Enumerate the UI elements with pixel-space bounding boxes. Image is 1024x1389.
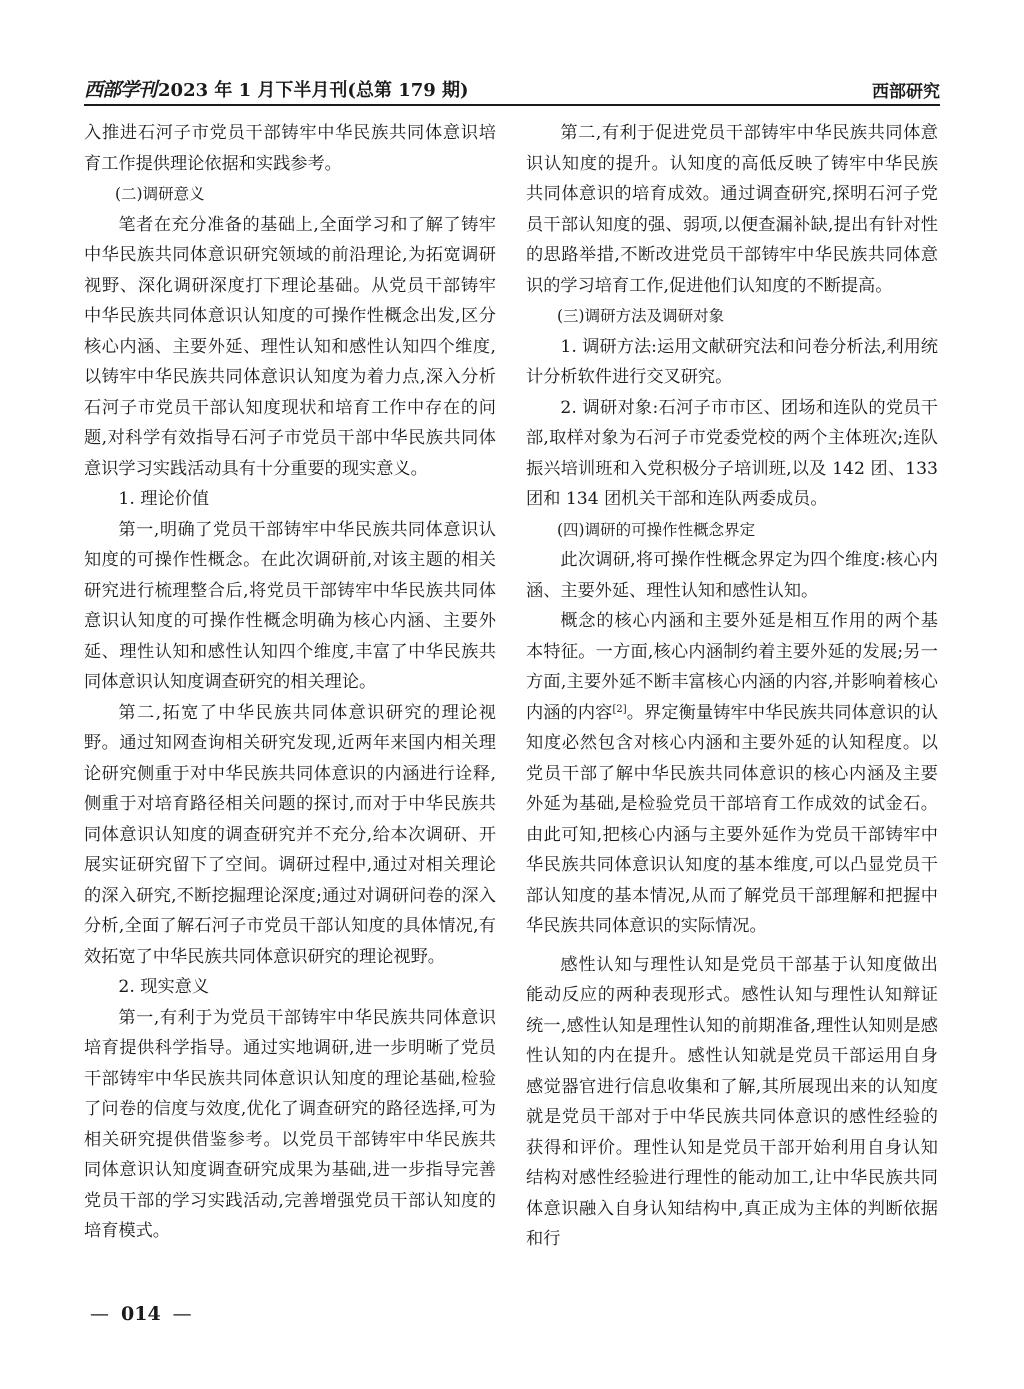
citation-ref: [2] — [612, 703, 627, 715]
paragraph: 入推进石河子市党员干部铸牢中华民族共同体意识培育工作提供理论依据和实践参考。 — [84, 123, 496, 174]
journal-logo: 西部学刊 — [84, 79, 157, 101]
section-title: 西部研究 — [872, 82, 940, 102]
paragraph: 1. 调研方法:运用文献研究法和问卷分析法,利用统计分析软件进行交叉研究。 — [526, 336, 938, 387]
paragraph: 此次调研,将可操作性概念界定为四个维度:核心内涵、主要外延、理性认知和感性认知。 — [526, 550, 938, 601]
paragraph: 笔者在充分准备的基础上,全面学习和了解了铸牢中华民族共同体意识研究领域的前沿理论,为拓宽调研视野、深化调研深度打下理论基础。从党员干部铸牢中华民族共同体意识认知度的可操作性概念出发,区分核心内涵、主要外延、理性认知和感性认知四个维度,以铸牢中华民族共同体意识认知度为着力点,深入分析石河子市党员干部认知度现状和培育工作中存在的问题,对科学有效指导石河子市党员干部中华民族共同体意识学习实践活动具有十分重要的现实意义。 — [84, 214, 496, 479]
paragraph-text: 概念的核心内涵和主要外延是相互作用的两个基本特征。一方面,核心内涵制约着主要外延的发展;另一方面,主要外延不断丰富核心内涵的内容,并影响着核心内涵的内容 — [526, 611, 938, 723]
paragraph: 第二,有利于促进党员干部铸牢中华民族共同体意识认知度的提升。认知度的高低反映了铸牢中华民族共同体意识的培育成效。通过调查研究,探明石河子党员干部认知度的强、弱项,以便查漏补缺,提出有针对性的思路举措,不断改进党员干部铸牢中华民族共同体意识的学习培育工作,促进他们认知度的不断提高。 — [526, 123, 938, 296]
section-heading: (二)调研意义 — [115, 185, 205, 203]
folio-dash: — — [172, 1303, 192, 1325]
paragraph: 感性认知与理性认知是党员干部基于认知度做出能动反应的两种表现形式。感性认知与理性认知辩证统一,感性认知是理性认知的前期准备,理性认知则是感性认知的内在提升。感性认知就是党员干部运用自身感觉器官进行信息收集和了解,其所展现出来的认知度就是党员干部对于中华民族共同体意识的感性经验的获得和评价。理性认知是党员干部开始利用自身认知结构对感性经验进行理性的能动加工,让中华民族共同体意识融入自身认知结构中,真正成为主体的判断依据和行 — [526, 954, 938, 1249]
section-heading: (三)调研方法及调研对象 — [557, 307, 725, 325]
paragraph: 第二,拓宽了中华民族共同体意识研究的理论视野。通过知网查询相关研究发现,近两年来国内相关理论研究侧重于对中华民族共同体意识的内涵进行诠释,侧重于对培育路径相关问题的探讨,而对于中华民族共同体意识认知度的调查研究并不充分,给本次调研、开展实证研究留下了空间。调研过程中,通过对相关理论的深入研究,不断挖掘理论深度;通过对调研问卷的深入分析,全面了解石河子市党员干部认知度的具体情况,有效拓宽了中华民族共同体意识研究的理论视野。 — [84, 702, 496, 967]
section-heading: (四)调研的可操作性概念界定 — [557, 520, 756, 539]
left-column — [84, 118, 496, 1247]
subsection-heading: 1. 理论价值 — [118, 489, 210, 509]
subsection-heading: 2. 现实意义 — [118, 977, 210, 997]
page-number: 014 — [121, 1303, 161, 1325]
paragraph — [526, 606, 938, 942]
paragraph: 2. 调研对象:石河子市市区、团场和连队的党员干部,取样对象为石河子市党委党校的两个主体班次;连队振兴培训班和入党积极分子培训班,以及 142 团、133 团和 134 团机关干部和连队两委成员。 — [526, 397, 938, 509]
paragraph: 第一,明确了党员干部铸牢中华民族共同体意识认知度的可操作性概念。在此次调研前,对该主题的相关研究进行梳理整合后,将党员干部铸牢中华民族共同体意识认知度的可操作性概念明确为核心内涵、主要外延、理性认知和感性认知四个维度,丰富了中华民族共同体意识认知度调查研究的相关理论。 — [84, 519, 496, 692]
running-header — [84, 72, 940, 102]
paragraph-text: 。界定衡量铸牢中华民族共同体意识的认知度必然包含对核心内涵和主要外延的认知程度。以党员干部了解中华民族共同体意识的核心内涵及主要外延为基础,是检验党员干部培育工作成效的试金石。由此可知,把核心内涵与主要外延作为党员干部铸牢中华民族共同体意识认知度的基本维度,可以凸显党员干部认知度的基本情况,从而了解党员干部理解和把握中华民族共同体意识的实际情况。 — [526, 702, 938, 936]
right-column — [526, 118, 938, 1255]
folio-dash: — — [90, 1303, 109, 1325]
page-folio — [90, 1303, 192, 1325]
header-rule — [84, 104, 940, 106]
issue-info: 2023 年 1 月下半月刊(总第 179 期) — [158, 80, 469, 101]
paragraph: 第一,有利于为党员干部铸牢中华民族共同体意识培育提供科学指导。通过实地调研,进一步明晰了党员干部铸牢中华民族共同体意识认知度的理论基础,检验了问卷的信度与效度,优化了调查研究的路径选择,可为相关研究提供借鉴参考。以党员干部铸牢中华民族共同体意识认知度调查研究成果为基础,进一步指导完善党员干部的学习实践活动,完善增强党员干部认知度的培育模式。 — [84, 1007, 496, 1241]
